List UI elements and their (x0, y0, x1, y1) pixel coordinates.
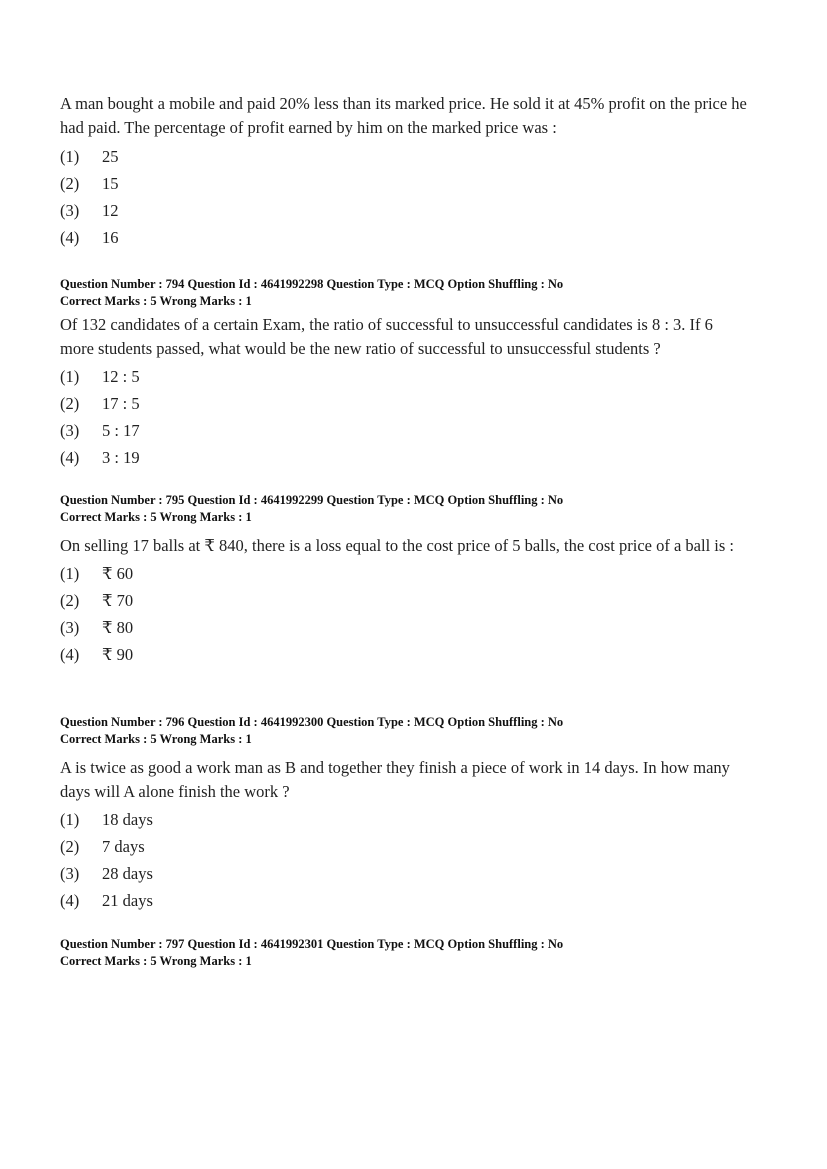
option-item (60, 641, 750, 668)
option-item (60, 363, 750, 390)
option-number: (4) (60, 645, 80, 664)
option-number: (2) (60, 394, 80, 413)
question-block (60, 276, 750, 471)
option-text: 17 : 5 (102, 394, 140, 413)
option-item (60, 417, 750, 444)
option-item (60, 390, 750, 417)
option-text: 25 (102, 147, 119, 166)
option-item (60, 887, 750, 914)
option-text: ₹ 60 (102, 564, 134, 583)
option-item (60, 197, 750, 224)
option-text: 28 days (102, 864, 153, 883)
option-number: (4) (60, 228, 80, 247)
option-text: 7 days (102, 837, 145, 856)
option-item (60, 614, 750, 641)
question-text: Of 132 candidates of a certain Exam, the ratio of successful to unsuccessful candidates is 8 : 3. If 6 more students passed, what would be the new ratio of successful to unsuccessful students ? (60, 315, 713, 358)
option-text: ₹ 90 (102, 645, 134, 664)
options-list (60, 363, 750, 471)
option-item (60, 170, 750, 197)
question-meta: Question Number : 797 Question Id : 4641992301 Question Type : MCQ Option Shuffling : No (60, 937, 564, 951)
options-list (60, 143, 750, 251)
option-number: (3) (60, 421, 80, 440)
option-text: 18 days (102, 810, 153, 829)
option-item (60, 444, 750, 471)
question-block (60, 936, 750, 970)
marks-meta: Correct Marks : 5 Wrong Marks : 1 (60, 732, 252, 746)
option-number: (2) (60, 837, 80, 856)
option-text: ₹ 80 (102, 618, 134, 637)
marks-meta: Correct Marks : 5 Wrong Marks : 1 (60, 510, 252, 524)
option-item (60, 806, 750, 833)
marks-meta: Correct Marks : 5 Wrong Marks : 1 (60, 294, 252, 308)
question-text: A man bought a mobile and paid 20% less than its marked price. He sold it at 45% profit on the price he had paid. The percentage of profit earned by him on the marked price was : (60, 94, 747, 137)
option-item (60, 860, 750, 887)
option-item (60, 224, 750, 251)
option-text: 15 (102, 174, 119, 193)
option-item (60, 560, 750, 587)
question-block (60, 92, 750, 251)
option-number: (1) (60, 367, 80, 386)
question-block (60, 492, 750, 668)
question-block (60, 714, 750, 914)
option-number: (1) (60, 147, 80, 166)
option-text: 12 : 5 (102, 367, 140, 386)
question-text: On selling 17 balls at ₹ 840, there is a loss equal to the cost price of 5 balls, the cost price of a ball is : (60, 536, 735, 555)
option-item (60, 143, 750, 170)
option-number: (1) (60, 564, 80, 583)
option-number: (3) (60, 864, 80, 883)
question-meta: Question Number : 795 Question Id : 4641992299 Question Type : MCQ Option Shuffling : No (60, 493, 564, 507)
option-number: (2) (60, 174, 80, 193)
question-text: A is twice as good a work man as B and together they finish a piece of work in 14 days. In how many days will A alone finish the work ? (60, 758, 730, 801)
options-list (60, 806, 750, 914)
option-text: 5 : 17 (102, 421, 140, 440)
option-number: (4) (60, 891, 80, 910)
marks-meta: Correct Marks : 5 Wrong Marks : 1 (60, 954, 252, 968)
option-item (60, 587, 750, 614)
option-number: (3) (60, 618, 80, 637)
options-list (60, 560, 750, 668)
option-number: (4) (60, 448, 80, 467)
option-text: 21 days (102, 891, 153, 910)
option-number: (1) (60, 810, 80, 829)
option-number: (2) (60, 591, 80, 610)
option-text: ₹ 70 (102, 591, 134, 610)
question-meta: Question Number : 796 Question Id : 4641992300 Question Type : MCQ Option Shuffling : No (60, 715, 564, 729)
question-meta: Question Number : 794 Question Id : 4641992298 Question Type : MCQ Option Shuffling : No (60, 277, 564, 291)
option-item (60, 833, 750, 860)
option-text: 16 (102, 228, 119, 247)
option-number: (3) (60, 201, 80, 220)
option-text: 12 (102, 201, 119, 220)
option-text: 3 : 19 (102, 448, 140, 467)
